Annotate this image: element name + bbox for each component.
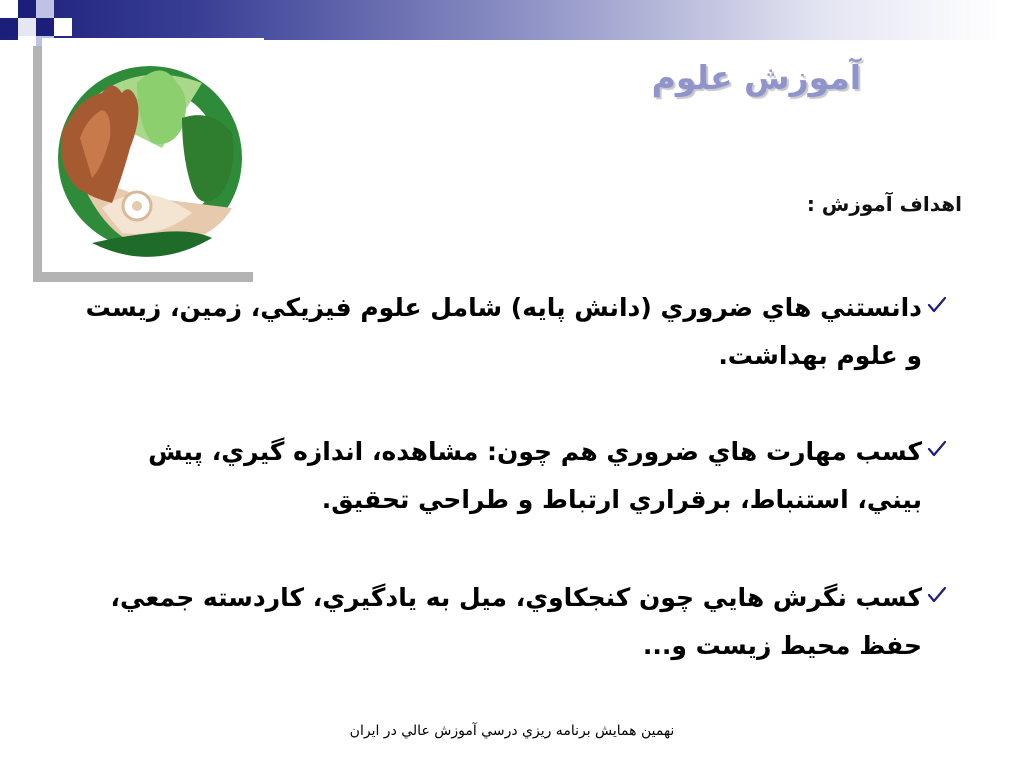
bullet-item-3 — [80, 574, 948, 670]
slide-title: آموزش علوم — [651, 58, 861, 97]
bullet-text: كسب مهارت هاي ضروري هم چون: مشاهده، اندازه گيري، پيش بيني، استنباط، برقراري ارتباط و طراحي تحقيق. — [148, 437, 922, 514]
slide-subtitle: اهداف آموزش : — [806, 192, 962, 216]
bullet-text: دانستني هاي ضروري (دانش پايه) شامل علوم فيزيكي، زمين، زيست و علوم بهداشت. — [85, 293, 922, 370]
bullet-text: كسب نگرش هايي چون كنجكاوي، ميل به يادگيري، كاردسته جمعي، حفظ محيط زيست و... — [110, 583, 922, 660]
slide-footer: نهمين همايش برنامه ريزي درسي آموزش عالي در ايران — [349, 723, 675, 739]
check-icon — [926, 294, 948, 316]
picture-frame — [42, 38, 264, 272]
check-icon — [926, 438, 948, 460]
bullet-item-2 — [80, 428, 948, 524]
science-education-logo — [42, 38, 264, 272]
top-decorative-band — [0, 0, 1024, 40]
bullet-item-1 — [80, 284, 948, 380]
check-icon — [926, 584, 948, 606]
